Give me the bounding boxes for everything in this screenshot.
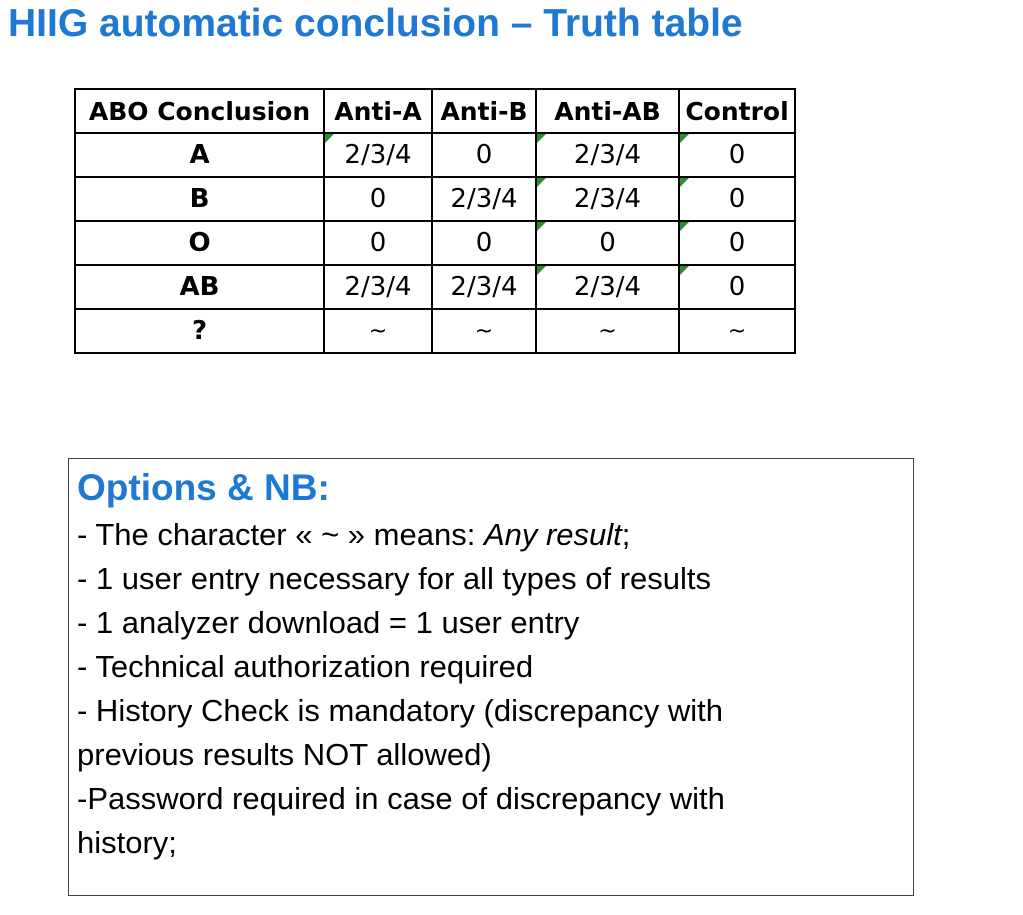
note-line: - History Check is mandatory (discrepancy with bbox=[77, 693, 724, 728]
note-text: ; bbox=[621, 517, 631, 552]
table-cell: 2/3/4 bbox=[536, 133, 679, 177]
table-cell: 2/3/4 bbox=[324, 265, 432, 309]
row-label: AB bbox=[75, 265, 324, 309]
table-cell: 0 bbox=[679, 221, 795, 265]
header-anti-a: Anti-A bbox=[324, 89, 432, 133]
table-cell: 2/3/4 bbox=[324, 133, 432, 177]
table-cell: 0 bbox=[679, 177, 795, 221]
table-row bbox=[75, 221, 795, 265]
note-line: previous results NOT allowed) bbox=[77, 737, 492, 772]
row-label: A bbox=[75, 133, 324, 177]
table-cell: 2/3/4 bbox=[432, 265, 536, 309]
table-cell: 0 bbox=[324, 177, 432, 221]
table-row bbox=[75, 265, 795, 309]
table-cell: 2/3/4 bbox=[536, 265, 679, 309]
row-label: B bbox=[75, 177, 324, 221]
row-label: ? bbox=[75, 309, 324, 353]
row-label: O bbox=[75, 221, 324, 265]
note-emphasis: Any result bbox=[483, 517, 622, 552]
table-row bbox=[75, 177, 795, 221]
note-line bbox=[77, 513, 905, 557]
table-cell: 0 bbox=[324, 221, 432, 265]
note-line: - 1 user entry necessary for all types of results bbox=[77, 561, 712, 596]
table-cell: ~ bbox=[432, 309, 536, 353]
table-cell: ~ bbox=[536, 309, 679, 353]
notes-title: Options & NB: bbox=[77, 467, 330, 508]
truth-table bbox=[74, 88, 796, 354]
note-line: - 1 analyzer download = 1 user entry bbox=[77, 605, 580, 640]
table-header-row bbox=[75, 89, 795, 133]
table-cell: ~ bbox=[324, 309, 432, 353]
table-cell: 0 bbox=[679, 133, 795, 177]
note-line: -Password required in case of discrepancy with bbox=[77, 781, 725, 816]
header-abo-conclusion: ABO Conclusion bbox=[75, 89, 324, 133]
header-anti-b: Anti-B bbox=[432, 89, 536, 133]
note-line: history; bbox=[77, 825, 177, 860]
table-cell: 0 bbox=[432, 221, 536, 265]
table-cell: 2/3/4 bbox=[536, 177, 679, 221]
note-line: - Technical authorization required bbox=[77, 649, 534, 684]
slide-title: HIIG automatic conclusion – Truth table bbox=[8, 2, 743, 45]
table-cell: 0 bbox=[432, 133, 536, 177]
table-cell: 0 bbox=[679, 265, 795, 309]
table-cell: 2/3/4 bbox=[432, 177, 536, 221]
header-anti-ab: Anti-AB bbox=[536, 89, 679, 133]
header-control: Control bbox=[679, 89, 795, 133]
table-row bbox=[75, 309, 795, 353]
note-text: - The character « ~ » means: bbox=[77, 517, 484, 552]
notes-box bbox=[68, 458, 914, 896]
table-cell: ~ bbox=[679, 309, 795, 353]
table-cell: 0 bbox=[536, 221, 679, 265]
table-row bbox=[75, 133, 795, 177]
